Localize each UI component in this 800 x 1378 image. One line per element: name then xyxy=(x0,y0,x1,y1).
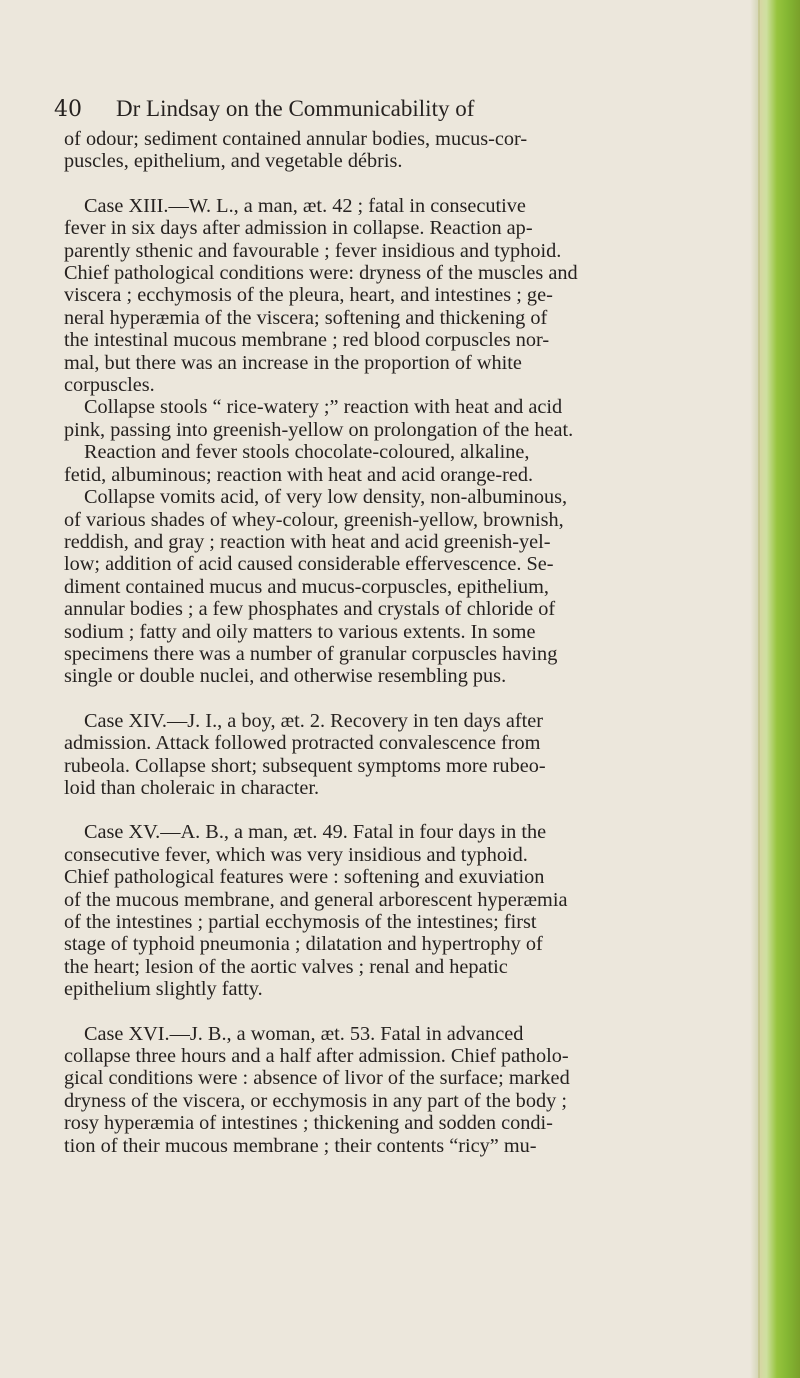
text-line: neral hyperæmia of the viscera; softening and thickening of xyxy=(64,306,548,329)
text-line: rubeola. Collapse short; subsequent symptoms more rubeo- xyxy=(64,754,546,777)
text-line: the intestinal mucous membrane ; red blood corpuscles nor- xyxy=(64,329,550,352)
text-line: fever in six days after admission in collapse. Reaction ap- xyxy=(64,217,533,240)
paragraph-case-xiii xyxy=(64,195,764,688)
text-line: consecutive fever, which was very insidious and typhoid. xyxy=(64,843,528,866)
text-line: reddish, and gray ; reaction with heat and acid greenish-yel- xyxy=(64,530,551,553)
text-line: low; addition of acid caused considerable effervescence. Se- xyxy=(64,553,554,576)
text-line: mal, but there was an increase in the proportion of white xyxy=(64,351,522,374)
page-header xyxy=(54,96,714,130)
text-line: sodium ; fatty and oily matters to various extents. In some xyxy=(64,620,536,643)
text-line: Case XIII.—W. L., a man, æt. 42 ; fatal in consecutive xyxy=(84,194,526,217)
text-line: stage of typhoid pneumonia ; dilatation and hypertrophy of xyxy=(64,933,543,956)
text-line: corpuscles. xyxy=(64,374,155,397)
page-body xyxy=(64,128,764,1157)
running-head: Dr Lindsay on the Communicability of xyxy=(116,96,475,121)
page-number: 40 xyxy=(54,97,82,122)
text-line: Case XV.—A. B., a man, æt. 49. Fatal in four days in the xyxy=(84,821,547,844)
text-line: rosy hyperæmia of intestines ; thickening and sodden condi- xyxy=(64,1112,553,1135)
text-line: loid than choleraic in character. xyxy=(64,776,320,799)
text-line: annular bodies ; a few phosphates and crystals of chloride of xyxy=(64,598,556,621)
paragraph-case-xvi xyxy=(64,1023,764,1157)
text-line: of various shades of whey-colour, greenish-yellow, brownish, xyxy=(64,508,564,531)
text-line: diment contained mucus and mucus-corpuscles, epithelium, xyxy=(64,575,549,598)
text-line: Chief pathological features were : softening and exuviation xyxy=(64,866,545,889)
text-line: gical conditions were : absence of livor of the surface; marked xyxy=(64,1067,570,1090)
text-line: Case XIV.—J. I., a boy, æt. 2. Recovery in ten days after xyxy=(84,709,544,732)
text-line: of the intestines ; partial ecchymosis of the intestines; first xyxy=(64,911,537,933)
text-line: puscles, epithelium, and vegetable débris. xyxy=(64,150,403,173)
text-line: dryness of the viscera, or ecchymosis in any part of the body ; xyxy=(64,1089,567,1112)
text-line: pink, passing into greenish-yellow on prolongation of the heat. xyxy=(64,418,574,441)
text-line: parently sthenic and favourable ; fever insidious and typhoid. xyxy=(64,239,562,262)
text-line: Collapse stools “ rice-watery ;” reaction with heat and acid xyxy=(84,396,563,419)
text-line: the heart; lesion of the aortic valves ; renal and hepatic xyxy=(64,955,508,978)
text-line: Chief pathological conditions were: dryness of the muscles and xyxy=(64,262,578,285)
text-line: epithelium slightly fatty. xyxy=(64,978,263,1001)
text-line: of the mucous membrane, and general arborescent hyperæmia xyxy=(64,888,568,911)
text-line: Reaction and fever stools chocolate-coloured, alkaline, xyxy=(84,441,530,464)
text-line: collapse three hours and a half after admission. Chief patholo- xyxy=(64,1045,569,1068)
paragraph-case-xv xyxy=(64,821,764,1000)
paragraph-intro xyxy=(64,128,764,173)
paragraph-case-xiv xyxy=(64,710,764,800)
text-line: of odour; sediment contained annular bodies, mucus-cor- xyxy=(64,128,528,150)
text-line: single or double nuclei, and otherwise resembling pus. xyxy=(64,665,507,688)
text-line: tion of their mucous membrane ; their contents “ricy” mu- xyxy=(64,1134,537,1157)
text-line: Collapse vomits acid, of very low density, non-albuminous, xyxy=(84,486,568,509)
text-line: fetid, albuminous; reaction with heat and acid orange-red. xyxy=(64,463,534,486)
text-line: Case XVI.—J. B., a woman, æt. 53. Fatal in advanced xyxy=(84,1022,524,1045)
text-line: admission. Attack followed protracted convalescence from xyxy=(64,732,541,755)
text-line: specimens there was a number of granular corpuscles having xyxy=(64,642,558,665)
book-spine-edge xyxy=(758,0,800,1378)
text-line: viscera ; ecchymosis of the pleura, heart, and intestines ; ge- xyxy=(64,284,553,307)
